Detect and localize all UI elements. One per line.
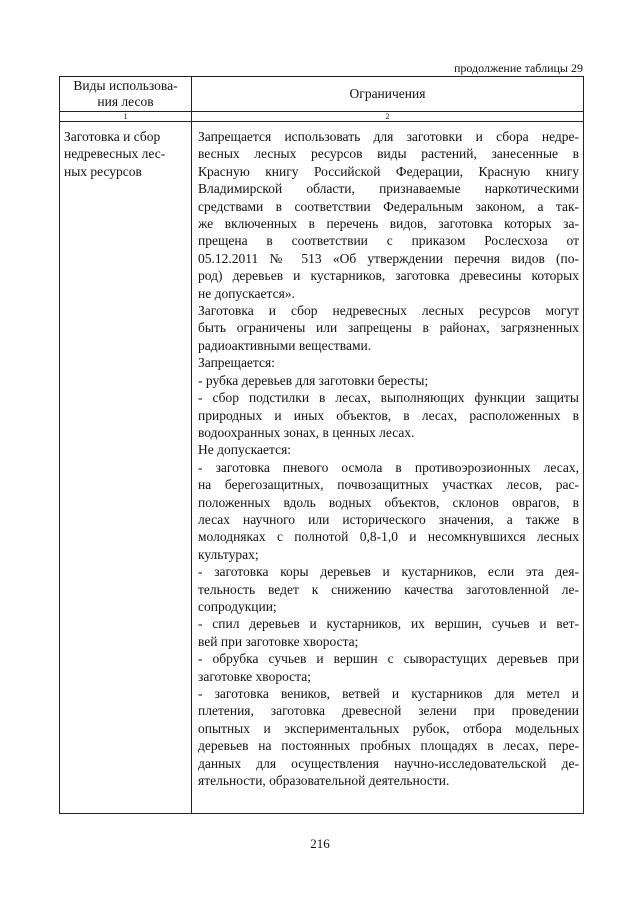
text-line: сопродукции;: [198, 598, 277, 614]
text-line: не допускается».: [198, 285, 295, 301]
text-line: плетения, заготовка древесной зелени при проведении: [198, 703, 579, 719]
header-restrictions: [192, 77, 584, 112]
text-line: заготовке хвороста;: [198, 668, 311, 684]
text-line: же включенных в перечень видов, заготовка которых за-: [198, 216, 579, 232]
text-line: Владимирской области, признаваемые наркотическими: [198, 181, 579, 197]
text-line: недревесных лес-: [64, 146, 166, 162]
text-line: - заготовка веников, ветвей и кустарников для метел и: [198, 686, 579, 701]
column-number-row: [60, 112, 584, 122]
text-line: средствами в соответствии Федеральным законом, а так-: [198, 198, 579, 214]
text-line: культурах;: [198, 546, 259, 562]
table-continuation-label: продолжение таблицы 29: [453, 61, 583, 75]
restrictions-cell: [192, 122, 584, 814]
text-line: вей при заготовке хвороста;: [198, 633, 359, 649]
text-line: весных лесных ресурсов виды растений, занесенные в: [198, 146, 579, 162]
text-line: род) деревьев и кустарников, заготовка древесины которых: [198, 268, 579, 284]
text-line: Не допускается:: [198, 442, 292, 458]
text-line: положенных вдоль водных объектов, склонов оврагов, в: [198, 494, 579, 510]
text-line: Запрещается:: [198, 355, 275, 371]
text-line: - заготовка пневого осмола в противоэрозионных лесах,: [198, 459, 579, 475]
page-number: 216: [310, 836, 330, 851]
text-line: - обрубка сучьев и вершин с сыворастущих деревьев при: [198, 651, 579, 667]
text-line: опытных и экспериментальных рубок, отбора модельных: [198, 720, 579, 736]
text-line: - спил деревьев и кустарников, их вершин, сучьев и вет-: [198, 616, 579, 632]
text-line: водоохранных зонах, в ценных лесах.: [198, 424, 415, 440]
text-line: ных ресурсов: [64, 163, 142, 179]
header-line: ния лесов: [97, 94, 154, 109]
table-header-row: [60, 77, 584, 112]
text-line: ятельности, образовательной деятельности.: [198, 773, 450, 789]
text-line: Заготовка и сбор недревесных лесных ресурсов могут: [198, 303, 579, 319]
column-number: 2: [192, 112, 584, 122]
text-line: деревьев на постоянных пробных площадях в лесах, пере-: [198, 738, 579, 754]
text-line: Заготовка и сбор: [64, 129, 161, 144]
text-line: Запрещается использовать для заготовки и сбора недре-: [198, 129, 579, 144]
text-line: быть ограничены или запрещены в районах, загрязненных: [198, 320, 579, 336]
header-forest-use-types: [60, 77, 192, 112]
text-line: - заготовка коры деревьев и кустарников, если эта дея-: [198, 564, 579, 580]
text-line: прещена в соответствии с приказом Рослесхоза от: [198, 233, 579, 249]
column-number: 1: [60, 112, 192, 122]
text-line: 05.12.2011 № 513 «Об утверждении перечня видов (по-: [198, 250, 579, 266]
text-line: тельность ведет к снижению качества заготовленной ле-: [198, 581, 579, 597]
text-line: радиоактивными веществами.: [198, 337, 372, 353]
header-line: Ограничения: [349, 86, 426, 101]
table-row: [60, 122, 584, 814]
text-line: данных для осуществления научно-исследовательской де-: [198, 755, 579, 771]
restrictions-table: [59, 76, 584, 814]
header-line: Виды использова-: [73, 78, 178, 93]
text-line: - рубка деревьев для заготовки бересты;: [198, 372, 429, 388]
text-line: Красную книгу Российской Федерации, Красную книгу: [198, 163, 579, 179]
text-line: молодняках с полнотой 0,8-1,0 и несомкнувшихся лесных: [198, 529, 579, 545]
text-line: - сбор подстилки в лесах, выполняющих функции защиты: [198, 390, 579, 406]
text-line: лесах научного или исторического значения, а также в: [198, 511, 579, 527]
text-line: на берегозащитных, почвозащитных участках лесов, рас-: [198, 477, 579, 493]
text-line: природных и иных объектов, в лесах, расположенных в: [198, 407, 579, 423]
usage-type-cell: [60, 122, 192, 814]
